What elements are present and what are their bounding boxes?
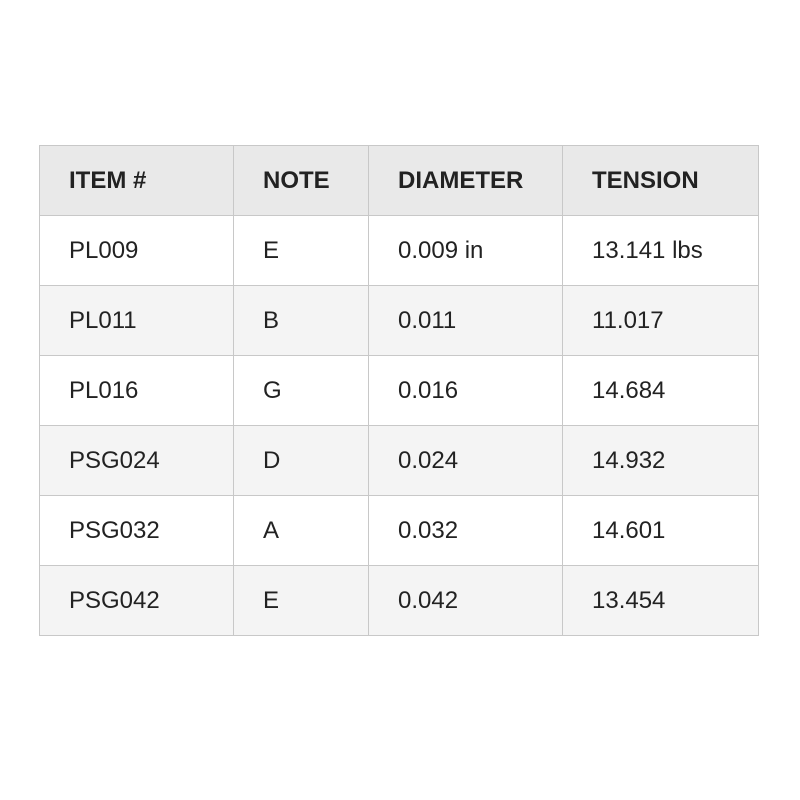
header-item-number: ITEM # (40, 146, 234, 216)
header-note: NOTE (234, 146, 369, 216)
cell-item-number: PL011 (40, 286, 234, 356)
cell-diameter: 0.042 (369, 566, 563, 636)
cell-tension: 14.601 (563, 496, 759, 566)
table-row (40, 566, 759, 636)
table-row (40, 496, 759, 566)
cell-diameter: 0.032 (369, 496, 563, 566)
string-table-container (39, 145, 758, 636)
cell-tension: 13.141 lbs (563, 216, 759, 286)
cell-note: E (234, 216, 369, 286)
cell-diameter: 0.009 in (369, 216, 563, 286)
string-table (39, 145, 759, 636)
cell-note: D (234, 426, 369, 496)
header-diameter: DIAMETER (369, 146, 563, 216)
table-header-row (40, 146, 759, 216)
cell-tension: 14.932 (563, 426, 759, 496)
table-row (40, 356, 759, 426)
cell-item-number: PSG024 (40, 426, 234, 496)
cell-note: G (234, 356, 369, 426)
cell-diameter: 0.024 (369, 426, 563, 496)
cell-tension: 14.684 (563, 356, 759, 426)
cell-item-number: PL009 (40, 216, 234, 286)
cell-diameter: 0.016 (369, 356, 563, 426)
cell-note: B (234, 286, 369, 356)
table-row (40, 286, 759, 356)
header-tension: TENSION (563, 146, 759, 216)
cell-item-number: PL016 (40, 356, 234, 426)
cell-tension: 11.017 (563, 286, 759, 356)
cell-item-number: PSG042 (40, 566, 234, 636)
cell-tension: 13.454 (563, 566, 759, 636)
cell-diameter: 0.011 (369, 286, 563, 356)
table-row (40, 426, 759, 496)
cell-item-number: PSG032 (40, 496, 234, 566)
cell-note: E (234, 566, 369, 636)
table-row (40, 216, 759, 286)
cell-note: A (234, 496, 369, 566)
